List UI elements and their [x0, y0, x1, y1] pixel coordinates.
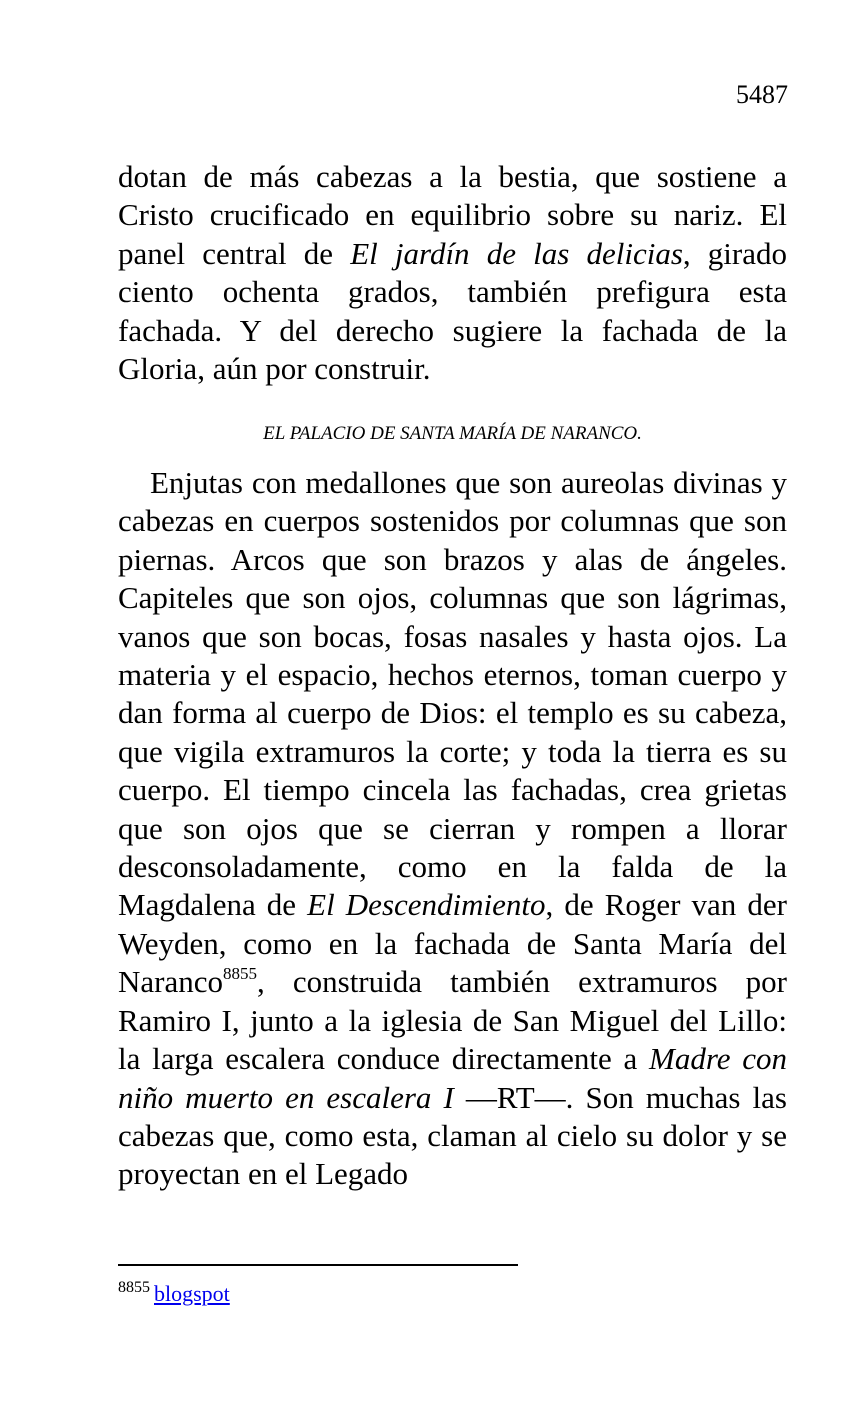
footnote-number: 8855 — [118, 1279, 150, 1296]
section-heading: EL PALACIO DE SANTA MARÍA DE NARANCO. — [263, 423, 642, 444]
paragraph-continuation — [118, 158, 787, 388]
paragraph-text: —RT—. Son muchas las cabezas que, como esta, claman al cielo su dolor y se proyectan en el Legado — [118, 1079, 787, 1192]
artwork-title: El Descendimiento — [307, 887, 546, 923]
paragraph-text: dotan de más cabezas a la bestia, que sostiene a Cristo crucificado en equilibrio sobre su nariz. El panel central de — [118, 159, 787, 271]
paragraph-text: , de Roger van der Weyden, como en la fachada de Santa María del Naranco — [118, 887, 787, 1000]
page-number: 5487 — [736, 80, 788, 109]
paragraph-text: , construida también extramuros por Ramiro I, junto a la iglesia de San Miguel del Lillo: la larga escalera conduce directamente a — [118, 964, 787, 1077]
artwork-title: Madre con niño muerto en escalera I — [118, 1041, 787, 1115]
paragraph-text: , girado ciento ochenta grados, también prefigura esta fachada. Y del derecho sugiere la fachada de la Gloria, aún por construir. — [118, 235, 787, 387]
footnote-link[interactable]: blogspot — [154, 1281, 230, 1306]
paragraph-text: Enjutas con medallones que son aureolas divinas y cabezas en cuerpos sostenidos por columnas que son piernas. Arcos que son brazos y alas de ángeles. Capiteles que son ojos, columnas que son lágrimas, vanos que son bocas, fosas nasales y hasta ojos. La materia y el espacio, hechos eternos, toman cuerpo y dan forma al cuerpo de Dios: el templo es su cabeza, que vigila extramuros la corte; y toda la tierra es su cuerpo. El tiempo cincela las fachadas, crea grietas que son ojos que se cierran y rompen a llorar desconsoladamente, como en la falda de la Magdalena de — [118, 465, 787, 923]
footnote — [118, 1280, 230, 1308]
artwork-title: El jardín de las delicias — [350, 235, 683, 271]
footnote-reference[interactable]: 8855 — [223, 964, 257, 984]
footnote-divider — [118, 1264, 518, 1266]
paragraph-main — [118, 464, 787, 1194]
